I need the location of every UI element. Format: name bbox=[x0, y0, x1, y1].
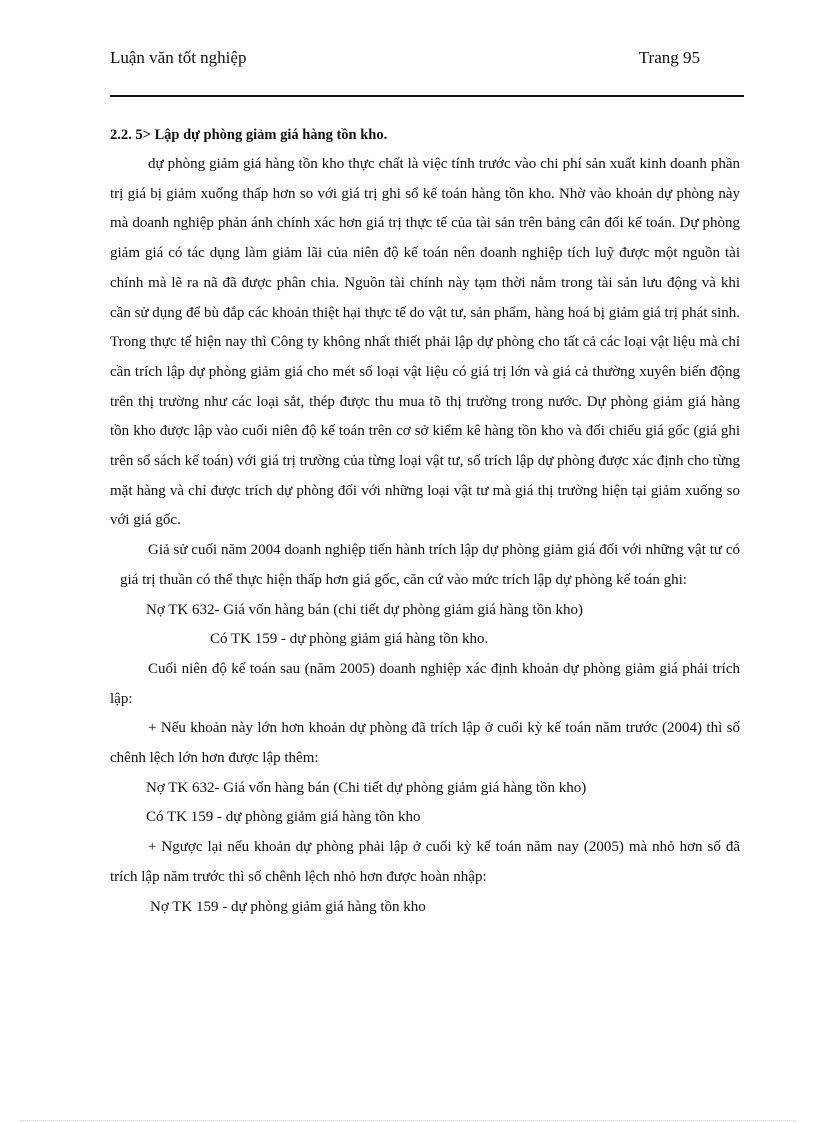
paragraph-4: + Nếu khoản này lớn hơn khoản dự phòng đã trích lập ở cuối kỳ kế toán năm trước (2004) thì số chênh lệch lớn hơn được lập thêm: bbox=[110, 720, 740, 767]
entry-1-credit: Có TK 159 - dự phòng giảm giá hàng tồn kho. bbox=[210, 631, 489, 648]
page-header bbox=[110, 48, 700, 74]
paragraph-5: + Ngược lại nếu khoản dự phòng phải lập ở cuối kỳ kế toán năm nay (2005) mà nhỏ hơn số đã trích lập năm trước thì số chênh lệch nhỏ hơn được hoàn nhập: bbox=[110, 839, 740, 885]
page-number: Trang 95 bbox=[638, 48, 700, 67]
header-title: Luận văn tốt nghiệp bbox=[110, 48, 247, 67]
entry-1-debit: Nợ TK 632- Giá vốn hàng bán (chi tiết dự phòng giảm giá hàng tồn kho) bbox=[146, 601, 583, 618]
paragraph-2: Giả sử cuối năm 2004 doanh nghiệp tiến hành trích lập dự phòng giảm giá đối với những vật tư có giá trị thuần có thể thực hiện thấp hơn giá gốc, căn cứ vào mức trích lập dự phòng kế toán ghi: bbox=[120, 542, 740, 588]
entry-2-debit: Nợ TK 632- Giá vốn hàng bán (Chi tiết dự phòng giảm giá hàng tồn kho) bbox=[146, 779, 587, 796]
document-body bbox=[110, 124, 740, 922]
footer-divider bbox=[20, 1120, 796, 1121]
paragraph-3: Cuối niên độ kế toán sau (năm 2005) doanh nghiệp xác định khoản dự phòng giảm giá phải trích lập: bbox=[110, 660, 740, 707]
section-heading: 2.2. 5> Lập dự phòng giảm giá hàng tồn kho. bbox=[110, 127, 388, 143]
entry-3-debit: Nợ TK 159 - dự phòng giảm giá hàng tồn kho bbox=[150, 898, 426, 915]
header-divider bbox=[110, 95, 744, 97]
entry-2-credit: Có TK 159 - dự phòng giảm giá hàng tồn kho bbox=[146, 809, 421, 826]
paragraph-1: dự phòng giảm giá hàng tồn kho thực chất là việc tính trước vào chi phí sản xuất kinh doanh phần trị giá bị giảm xuống thấp hơn so với giá trị ghi sổ kế toán hàng tồn kho. Nhờ vào khoản dự phòng này mà doanh nghiệp phản ánh chính xác hơn giá trị thực tế của tài sản trên bảng cân đối kế toán. Dự phòng giảm giá có tác dụng làm giảm lãi của niên độ kế toán nên doanh nghiệp tích luỹ được một nguồn tài chính mà lẽ ra nã đã được phân chia. Nguồn tài chính này tạm thời nằm trong tài sản lưu động và khi cần sử dụng để bù đắp các khoản thiệt hại thực tế do vật tư, sản phẩm, hàng hoá bị giảm giá trị phát sinh. Trong thực tế hiện nay thì Công ty không nhất thiết phải lập dự phòng cho tất cả các loại vật liệu mà chỉ cần trích lập dự phòng giảm giá cho mét số loại vật liệu có giá trị lớn và giá cả thường xuyên biến động trên thị trường như các loại sắt, thép được thu mua tõ thị trường trong nước. Dự phòng giảm giá hàng tồn kho được lập vào cuối niên độ kế toán trên cơ sở kiểm kê hàng tồn kho và đối chiếu giá gốc (giá ghi trên sổ sách kế toán) với giá trị trường của từng loại vật tư, số trích lập dự phòng được xác định cho từng mặt hàng và chỉ được trích dự phòng đối với những loại vật tư mà giá thị trường hiện tại giảm xuống so với giá gốc. bbox=[110, 156, 740, 529]
